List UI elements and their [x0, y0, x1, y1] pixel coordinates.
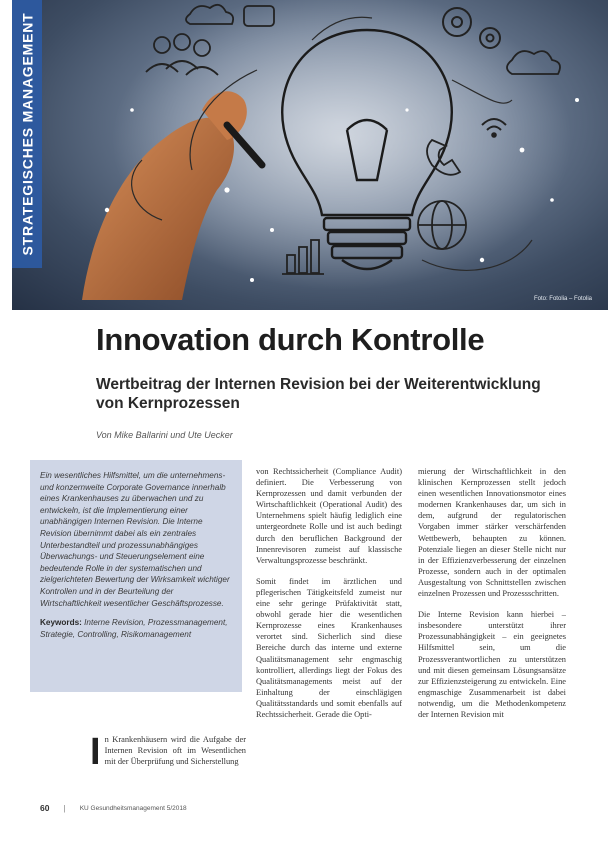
abstract-text: Ein wesentliches Hilfsmittel, um die unternehmens- und konzernweite Corporate Governance innerhalb eines Krankenhauses zu überwachen und zu entwickeln, ist die Implementierung einer unabhängigen Internen Revision. Die Interne Revision übernimmt dabei als ein zentrales Unterbestandteil und prozessunabhängiges Überwachungs- und Steuerungselement eine bedeutende Rolle in der systematischen und zielgerichteten Bewertung der Wirksamkeit wichtiger Kontrollen und in der Beurteilung der Wirtschaftlichkeit wesentlicher Geschäftsprozesse.	[40, 471, 230, 608]
text-column-2	[256, 466, 402, 730]
keywords-label: Keywords:	[40, 618, 82, 628]
footer-separator: |	[63, 803, 66, 813]
drop-cap: I	[90, 731, 101, 773]
column-3-paragraph-2: Die Interne Revision kann hierbei – insbesondere unterstützt ihrer Prozessunabhängigkeit – ein geeignetes Hilfsmittel sein, um die Prozessverantwortlichen zu unterstützen und mit diesen gemeinsam Lösungsansätze zur Effizienzsteigerung zu entwickeln. Eine engmaschige Zusammenarbeit ist dabei notwendig, um die Methodenkompetenz der Internen Revision mit	[418, 610, 566, 719]
abstract-box	[30, 460, 242, 692]
column-2-paragraph-2: Somit findet im ärztlichen und pflegerischen Tätigkeitsfeld zumeist nur eine sehr geringe Prüfaktivität statt, obwohl gerade hier die wesentlichen Kernprozesse eines Krankenhauses verortet sind. Sicherlich sind diese Bereiche durch das interne und externe Qualitätsmanagement sehr engmaschig kontrolliert, allerdings liegt der Fokus des Qualitätsmanagements meist auf der Einhaltung der einschlägigen Qualitätsstandards und somit ebenfalls auf Rechtssicherheit. Gerade die Opti-	[256, 576, 402, 719]
intro-text: n Krankenhäusern wird die Aufgabe der Internen Revision oft im Wesentlichen mit der Überprüfung und Sicherstellung	[104, 735, 246, 766]
article-subtitle: Wertbeitrag der Internen Revision bei der Weiterentwicklung von Kernprozessen	[96, 376, 541, 412]
column-3-paragraph-1: mierung der Wirtschaftlichkeit in den klinischen Kernprozessen stellt jedoch einen wesentlichen Innovationsmotor eines modernen Krankenhauses dar, um sich in dem, aufgrund der regulatorischen Vorgaben immer stärker verschärfenden Wettbewerb, behaupten zu können. Potenziale liegen an dieser Stelle nicht nur in der Effizienzverbesserung der einzelnen Prozesse, sondern auch in der optimalen Ausgestaltung von Schnittstellen zwischen einzelnen Prozessen und Prozessschritten.	[418, 467, 566, 599]
section-tag	[12, 0, 42, 268]
article-title: Innovation durch Kontrolle	[96, 322, 485, 357]
article-authors: Von Mike Ballarini und Ute Uecker	[96, 430, 233, 440]
page-footer	[40, 803, 187, 813]
section-tag-label: STRATEGISCHES MANAGEMENT	[19, 12, 36, 256]
column-2-paragraph-1: von Rechtssicherheit (Compliance Audit) definiert. Die Verbesserung von Kernprozessen und damit verbunden der Wirtschaftlichkeit (Operational Audit) des Unternehmens spielt häufig lediglich eine untergeordnete Rolle und ist auch bedingt durch den beruflichen Background der Innenrevisoren zumeist auf klassische Verwaltungsprozesse beschränkt.	[256, 467, 402, 565]
intro-paragraph	[90, 731, 246, 773]
page-number: 60	[40, 803, 50, 813]
innovation-sketch-illustration	[12, 0, 608, 310]
text-column-3	[418, 466, 566, 730]
journal-name: KU Gesundheitsmanagement 5/2018	[79, 804, 187, 812]
keywords	[40, 617, 232, 640]
keywords-text: Interne Revision, Prozessmanagement, Strategie, Controlling, Risikomanagement	[40, 618, 228, 639]
photo-credit: Foto: Fotolia – Fotolia	[533, 296, 592, 302]
hero-image	[12, 0, 608, 310]
